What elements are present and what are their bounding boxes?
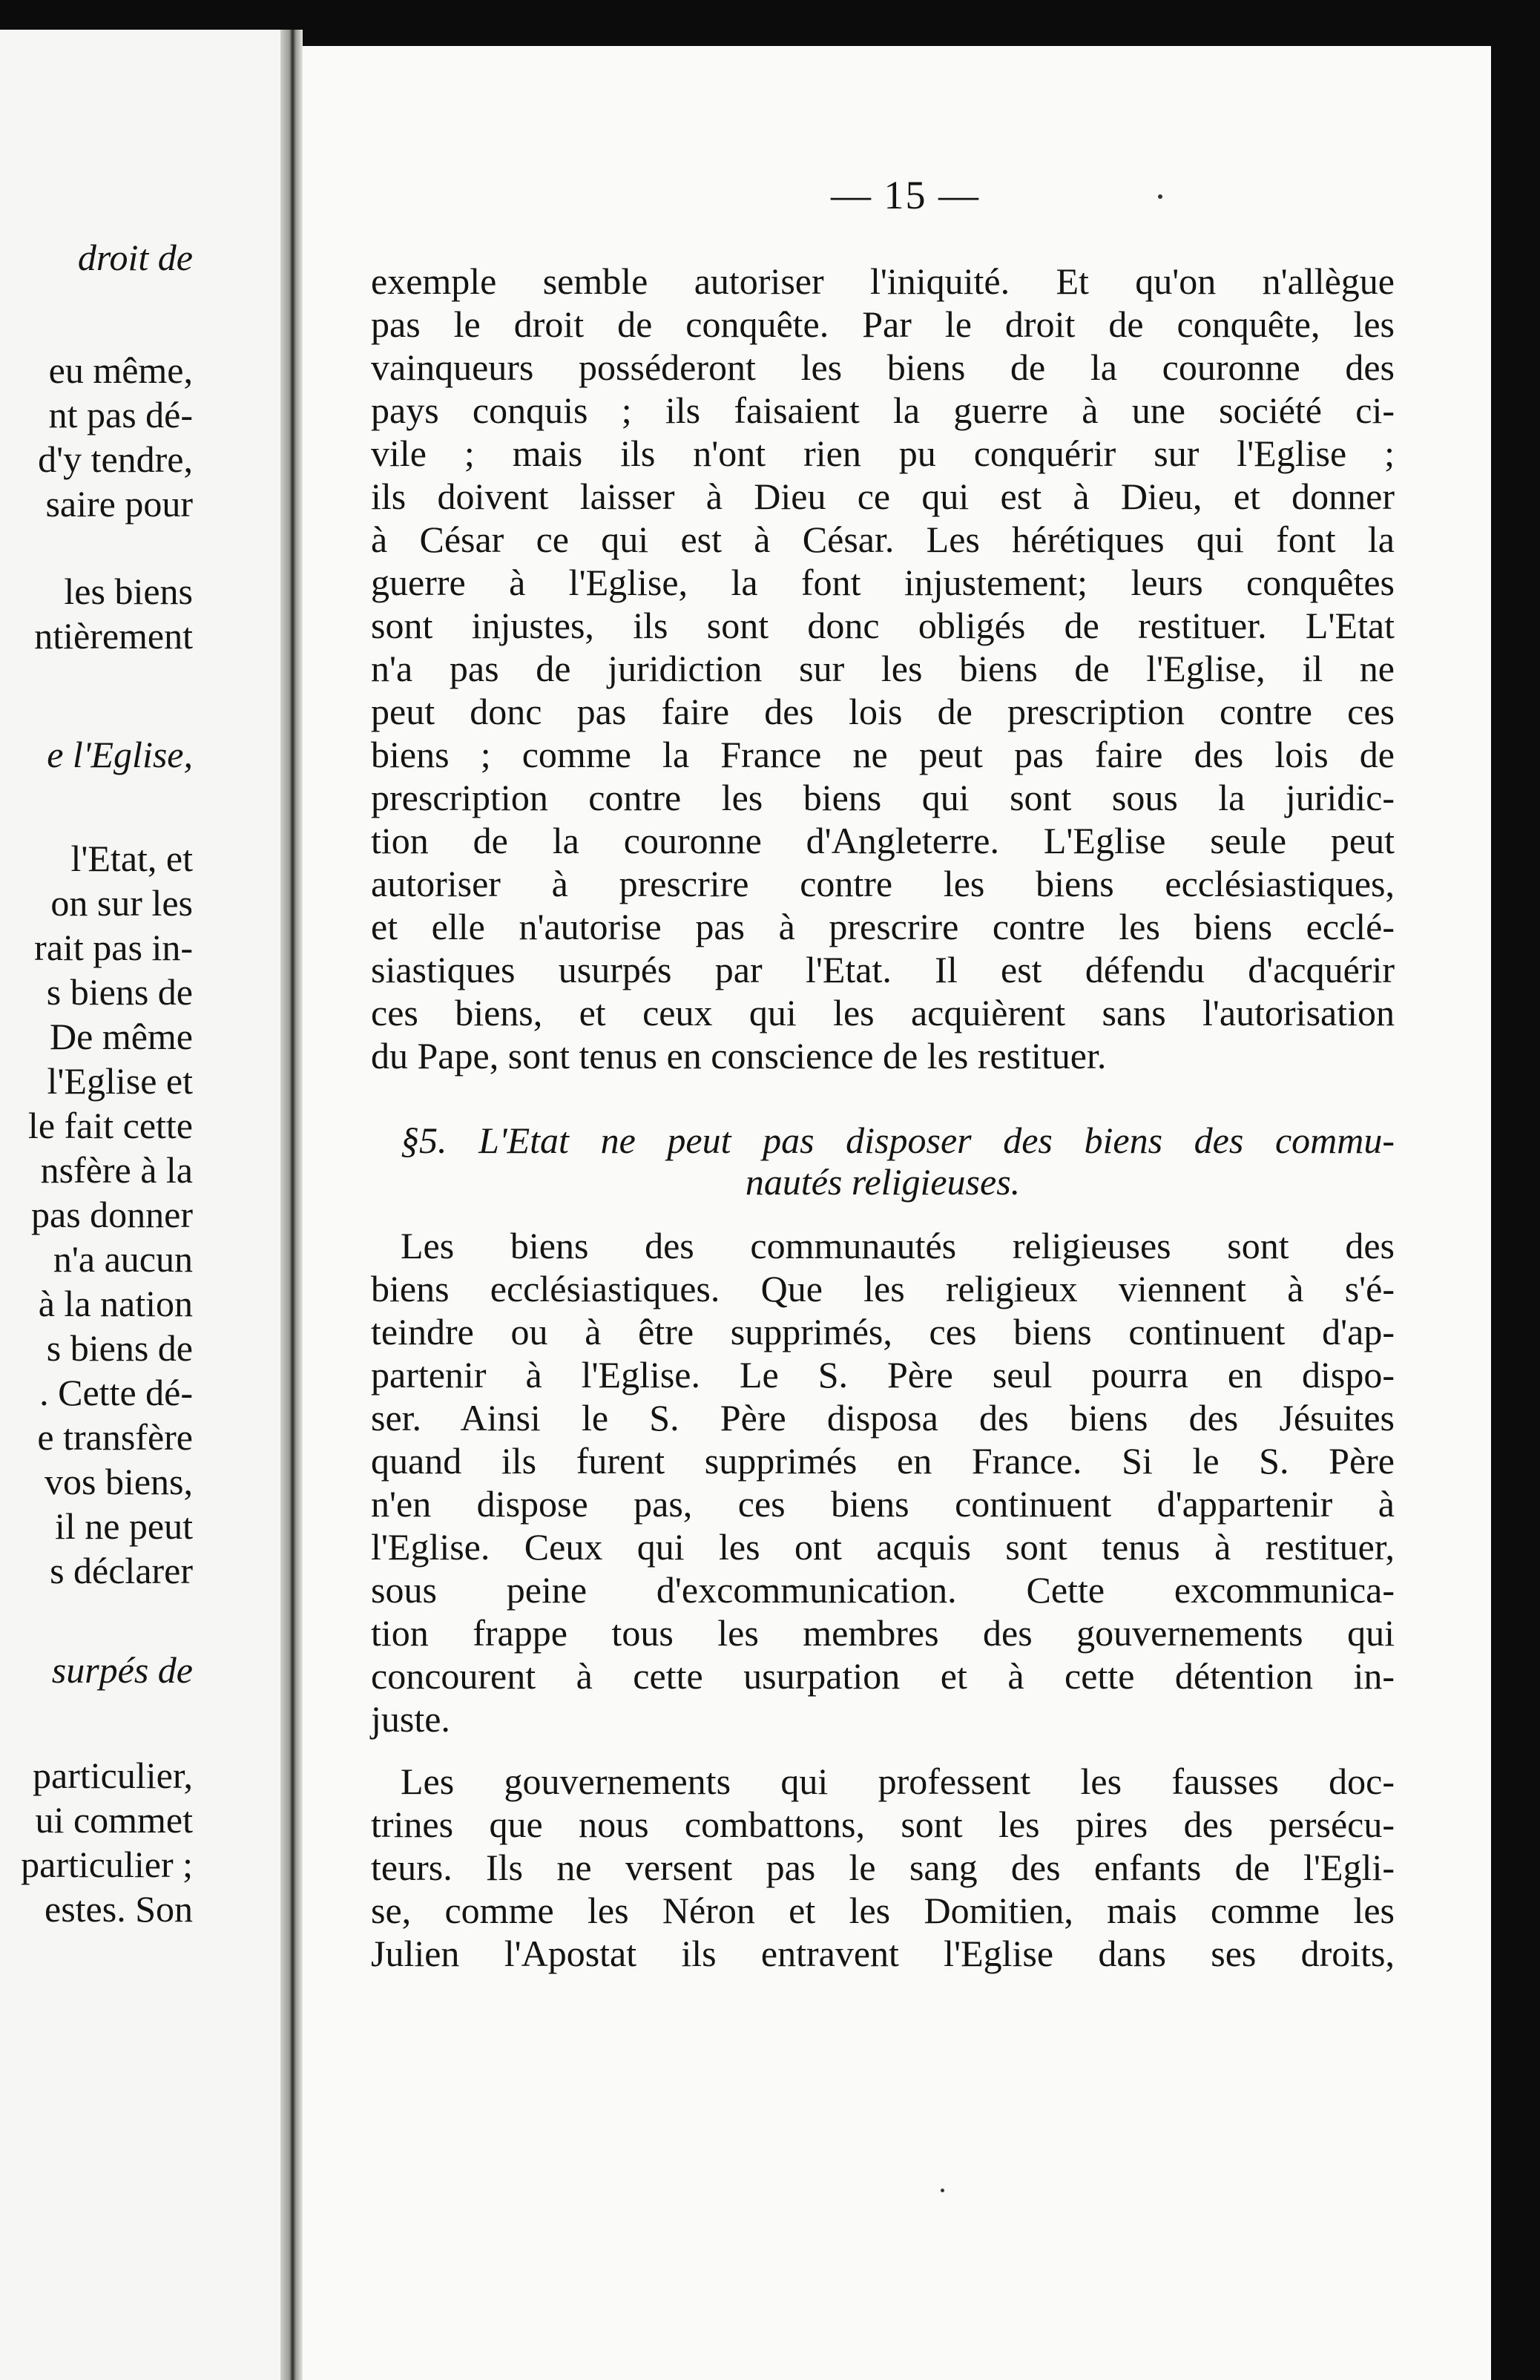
- text-line: juste.: [371, 1698, 450, 1740]
- text-line: prescription contre les biens qui sont sous la juridic-: [371, 777, 1395, 818]
- text-line: exemple semble autoriser l'iniquité. Et qu'on n'allègue: [371, 260, 1395, 302]
- text-line: vainqueurs posséderont les biens de la couronne des: [371, 346, 1395, 388]
- facing-page-line: nsfère à la: [40, 1149, 193, 1191]
- text-line: tion frappe tous les membres des gouvernements qui: [371, 1612, 1395, 1654]
- text-line: pays conquis ; ils faisaient la guerre à une société ci-: [371, 389, 1395, 431]
- facing-page-line: s biens de: [46, 1327, 193, 1369]
- text-line: se, comme les Néron et les Domitien, mais comme les: [371, 1890, 1395, 1931]
- text-line: peut donc pas faire des lois de prescription contre ces: [371, 691, 1395, 732]
- facing-page-line: il ne peut: [54, 1505, 193, 1547]
- text-line: à César ce qui est à César. Les hérétiques qui font la: [371, 519, 1395, 560]
- section-heading-line: nautés religieuses.: [745, 1161, 1021, 1203]
- facing-page-line: les biens: [64, 571, 193, 612]
- facing-page-line: l'Eglise et: [47, 1060, 193, 1102]
- text-line: n'a pas de juridiction sur les biens de l'Eglise, il ne: [371, 648, 1395, 689]
- text-line: teindre ou à être supprimés, ces biens continuent d'ap-: [371, 1311, 1395, 1352]
- text-line: autoriser à prescrire contre les biens ecclésiastiques,: [371, 863, 1395, 904]
- text-line: Les biens des communautés religieuses sont des: [401, 1225, 1395, 1266]
- facing-page-line: eu même,: [48, 349, 193, 391]
- facing-page-line: l'Etat, et: [70, 838, 193, 879]
- text-line: pas le droit de conquête. Par le droit de conquête, les: [371, 303, 1395, 345]
- text-line: du Pape, sont tenus en conscience de les restituer.: [371, 1035, 1107, 1076]
- facing-page-line: à la nation: [38, 1283, 193, 1324]
- text-line: tion de la couronne d'Angleterre. L'Eglise seule peut: [371, 820, 1395, 861]
- facing-page-line: s déclarer: [50, 1550, 193, 1591]
- facing-page-line: pas donner: [31, 1194, 193, 1235]
- facing-page-line: . Cette dé-: [39, 1372, 193, 1413]
- facing-page-fragment: [0, 30, 280, 2380]
- text-line: ser. Ainsi le S. Père disposa des biens des Jésuites: [371, 1397, 1395, 1439]
- text-line: sous peine d'excommunication. Cette excommunica-: [371, 1569, 1395, 1611]
- facing-page-line: particulier ;: [21, 1844, 193, 1885]
- text-line: l'Eglise. Ceux qui les ont acquis sont tenus à restituer,: [371, 1526, 1395, 1568]
- facing-page-line: De même: [50, 1016, 193, 1057]
- facing-page-line: ui commet: [35, 1799, 193, 1841]
- book-gutter: [280, 30, 303, 2380]
- section-heading-line: §5. L'Etat ne peut pas disposer des biens des commu-: [401, 1120, 1395, 1161]
- ink-speck: [941, 2189, 944, 2192]
- text-line: et elle n'autorise pas à prescrire contre les biens ecclé-: [371, 906, 1395, 947]
- text-line: siastiques usurpés par l'Etat. Il est défendu d'acquérir: [371, 949, 1395, 990]
- facing-page-line: s biens de: [46, 971, 193, 1013]
- text-line: teurs. Ils ne versent pas le sang des enfants de l'Egli-: [371, 1847, 1395, 1888]
- text-line: Les gouvernements qui professent les fausses doc-: [401, 1761, 1395, 1802]
- facing-page-line: estes. Son: [45, 1888, 193, 1930]
- facing-page-line: particulier,: [33, 1755, 193, 1796]
- facing-page-line: droit de: [77, 237, 193, 278]
- facing-page-line: e l'Eglise,: [47, 734, 193, 775]
- text-line: Julien l'Apostat ils entravent l'Eglise dans ses droits,: [371, 1933, 1395, 1974]
- page-number: — 15 —: [831, 173, 980, 217]
- facing-page-line: e transfère: [37, 1416, 193, 1458]
- facing-page-line: on sur les: [50, 882, 193, 924]
- text-line: sont injustes, ils sont donc obligés de restituer. L'Etat: [371, 605, 1395, 646]
- facing-page-line: d'y tendre,: [38, 438, 193, 480]
- facing-page-line: ntièrement: [34, 615, 193, 657]
- text-line: ces biens, et ceux qui les acquièrent sans l'autorisation: [371, 992, 1395, 1033]
- facing-page-line: le fait cette: [27, 1105, 193, 1146]
- facing-page-line: n'a aucun: [53, 1238, 193, 1280]
- text-line: trines que nous combattons, sont les pires des persécu-: [371, 1804, 1395, 1845]
- ink-speck: [1158, 194, 1162, 199]
- facing-page-line: vos biens,: [45, 1461, 193, 1502]
- text-line: biens ; comme la France ne peut pas faire des lois de: [371, 734, 1395, 775]
- text-line: ils doivent laisser à Dieu ce qui est à Dieu, et donner: [371, 476, 1395, 517]
- text-line: n'en dispose pas, ces biens continuent d'appartenir à: [371, 1483, 1395, 1525]
- text-line: biens ecclésiastiques. Que les religieux viennent à s'é-: [371, 1268, 1395, 1309]
- text-line: quand ils furent supprimés en France. Si le S. Père: [371, 1440, 1395, 1482]
- text-line: partenir à l'Eglise. Le S. Père seul pourra en dispo-: [371, 1354, 1395, 1396]
- text-line: vile ; mais ils n'ont rien pu conquérir sur l'Eglise ;: [371, 433, 1395, 474]
- facing-page-line: surpés de: [51, 1649, 193, 1691]
- text-line: guerre à l'Eglise, la font injustement; leurs conquêtes: [371, 562, 1395, 603]
- facing-page-line: nt pas dé-: [48, 394, 193, 435]
- scan-border: [1491, 30, 1540, 2380]
- facing-page-line: rait pas in-: [34, 927, 193, 968]
- facing-page-line: saire pour: [45, 483, 193, 525]
- text-line: concourent à cette usurpation et à cette détention in-: [371, 1655, 1395, 1697]
